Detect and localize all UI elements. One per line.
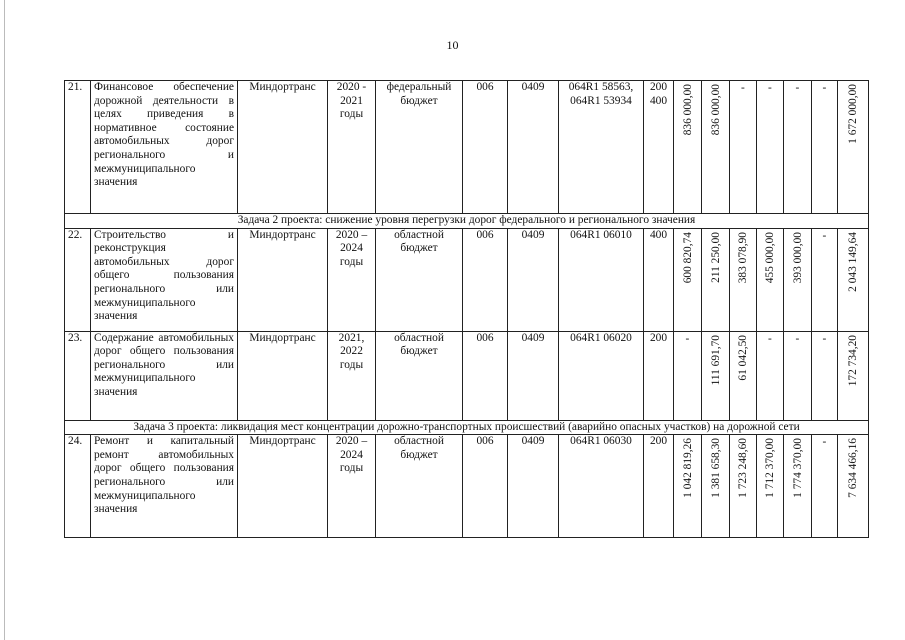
value-text: 1 042 819,26 (681, 438, 694, 498)
measure-name: Строительство и реконструкция автомобильных дорог общего пользования регионального или межмуниципального значения (91, 228, 238, 331)
years: 2020 – 2024 годы (328, 435, 376, 538)
value-2021 (702, 331, 730, 420)
value-text: - (685, 332, 690, 345)
years: 2020 – 2024 годы (328, 228, 376, 331)
value-2024 (784, 81, 812, 214)
value-text: - (795, 82, 800, 94)
rzpr-code: 0409 (508, 81, 559, 214)
value-2023 (757, 331, 784, 420)
csr-code: 064R1 06020 (559, 331, 644, 420)
measure-name: Содержание автомобильных дорог общего пользования регионального или межмуниципального значения (91, 331, 238, 420)
value-2021 (702, 435, 730, 538)
measure-name: Ремонт и капитальный ремонт автомобильных дорог общего пользования регионального или межмуниципального значения (91, 435, 238, 538)
vr-code: 200 (644, 435, 674, 538)
csr-code: 064R1 06010 (559, 228, 644, 331)
grbs-code: 006 (463, 331, 508, 420)
value-total (838, 81, 869, 214)
funding-source: областной бюджет (376, 435, 463, 538)
executor: Миндортранс (238, 228, 328, 331)
value-total (838, 435, 869, 538)
value-2024 (784, 435, 812, 538)
row-number: 22. (65, 228, 91, 331)
value-text: 1 712 370,00 (764, 438, 776, 498)
value-total (838, 228, 869, 331)
value-text: 2 043 149,64 (847, 231, 859, 292)
value-2020 (674, 228, 702, 331)
value-text: 1 381 658,30 (709, 438, 722, 498)
vr-code: 200 (644, 331, 674, 420)
funding-source: областной бюджет (376, 331, 463, 420)
budget-table (64, 80, 869, 538)
grbs-code: 006 (463, 435, 508, 538)
value-text: - (741, 82, 745, 94)
value-text: - (768, 332, 772, 345)
value-2022 (730, 81, 757, 214)
value-text: 111 691,70 (709, 334, 722, 386)
task-row (65, 214, 869, 229)
value-2021 (702, 81, 730, 214)
value-text: - (822, 436, 827, 449)
rzpr-code: 0409 (508, 435, 559, 538)
csr-code: 064R1 58563, 064R1 53934 (559, 81, 644, 214)
value-text: 383 078,90 (737, 231, 749, 283)
task-row (65, 420, 869, 435)
value-2024 (784, 331, 812, 420)
table-row (65, 228, 869, 331)
value-total (838, 331, 869, 420)
funding-source: федеральный бюджет (376, 81, 463, 214)
value-2025 (812, 81, 838, 214)
funding-source: областной бюджет (376, 228, 463, 331)
row-number: 24. (65, 435, 91, 538)
value-2022 (730, 435, 757, 538)
row-number: 21. (65, 81, 91, 214)
value-text: 455 000,00 (764, 231, 776, 283)
value-2024 (784, 228, 812, 331)
executor: Миндортранс (238, 435, 328, 538)
executor: Миндортранс (238, 331, 328, 420)
value-2022 (730, 228, 757, 331)
value-text: 1 672 000,00 (847, 84, 859, 144)
value-2023 (757, 228, 784, 331)
value-text: - (768, 82, 772, 94)
value-2025 (812, 331, 838, 420)
value-text: 211 250,00 (709, 231, 722, 283)
rzpr-code: 0409 (508, 331, 559, 420)
value-text: 393 000,00 (791, 231, 804, 283)
vr-code: 200 400 (644, 81, 674, 214)
value-text: - (822, 229, 827, 242)
value-2025 (812, 435, 838, 538)
rzpr-code: 0409 (508, 228, 559, 331)
value-2025 (812, 228, 838, 331)
value-text: 836 000,00 (709, 84, 722, 136)
vr-code: 400 (644, 228, 674, 331)
row-number: 23. (65, 331, 91, 420)
task-heading: Задача 2 проекта: снижение уровня перегрузки дорог федерального и регионального значения (65, 214, 869, 229)
table-row (65, 435, 869, 538)
task-heading: Задача 3 проекта: ликвидация мест концентрации дорожно-транспортных происшествий (аварийно опасных участков) на дорожной сети (65, 420, 869, 435)
value-text: 600 820,74 (681, 231, 694, 283)
years: 2020 - 2021 годы (328, 81, 376, 214)
value-2021 (702, 228, 730, 331)
measure-name: Финансовое обеспечение дорожной деятельности в целях приведения в нормативное состояние автомобильных дорог регионального и межмуниципального значения (91, 81, 238, 214)
value-text: 61 042,50 (737, 334, 749, 381)
value-text: - (822, 82, 827, 94)
value-text: 7 634 466,16 (847, 438, 859, 498)
value-2022 (730, 331, 757, 420)
table-row (65, 331, 869, 420)
value-2020 (674, 435, 702, 538)
value-text: - (795, 332, 800, 345)
csr-code: 064R1 06030 (559, 435, 644, 538)
left-margin-rule (4, 0, 5, 640)
value-text: 172 734,20 (847, 334, 859, 386)
value-text: - (822, 332, 827, 345)
value-2023 (757, 81, 784, 214)
years: 2021, 2022 годы (328, 331, 376, 420)
executor: Миндортранс (238, 81, 328, 214)
grbs-code: 006 (463, 81, 508, 214)
table-row (65, 81, 869, 214)
value-2023 (757, 435, 784, 538)
value-text: 1 723 248,60 (737, 438, 749, 498)
value-2020 (674, 81, 702, 214)
grbs-code: 006 (463, 228, 508, 331)
page-number: 10 (446, 38, 459, 52)
value-text: 1 774 370,00 (791, 438, 804, 498)
value-text: 836 000,00 (681, 84, 694, 136)
value-2020 (674, 331, 702, 420)
